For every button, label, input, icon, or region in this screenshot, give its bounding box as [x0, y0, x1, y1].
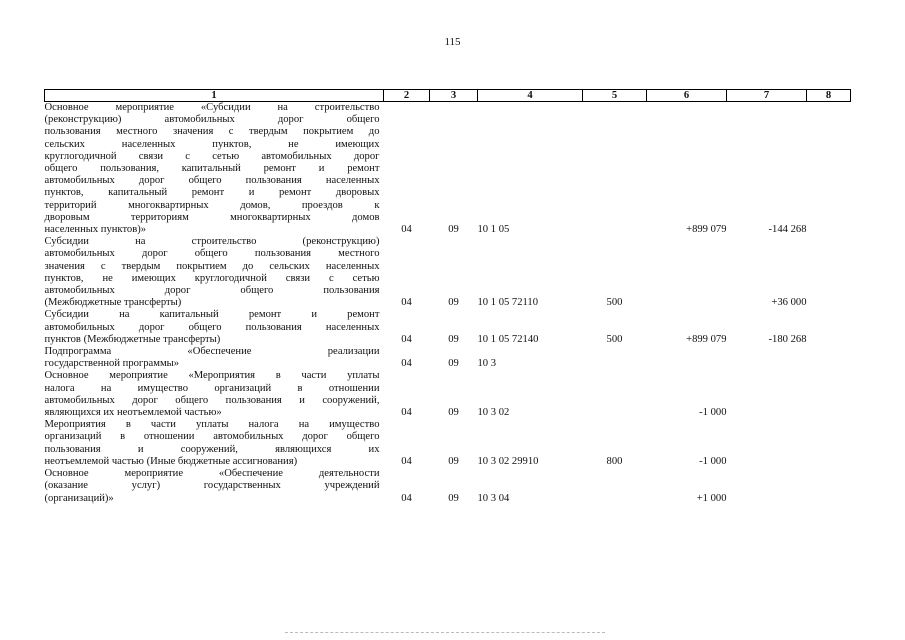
column-header: 4	[478, 90, 583, 102]
row-description	[45, 370, 384, 419]
amount-column-8	[807, 419, 851, 468]
section-code: 04	[401, 297, 412, 309]
subsection-code: 09	[448, 297, 459, 309]
table-row	[45, 419, 851, 468]
description-line: Субсидии на строительство (реконструкцию)	[44, 236, 380, 248]
amount-column-7: +36 000	[771, 297, 807, 309]
subsection-code: 09	[448, 407, 459, 419]
description-line: налога на имущество организаций в отношении	[44, 382, 380, 394]
column-header: 5	[583, 90, 647, 102]
description-line: автомобильных дорог общего пользования населенных	[44, 321, 380, 333]
description-line: Основное мероприятие «Мероприятия в части уплаты	[44, 370, 380, 382]
description-line: государственной программы»	[44, 358, 180, 370]
description-line: круглогодичной связи с сетью автомобильных дорог	[44, 150, 380, 162]
target-article-code: 10 1 05 72110	[477, 297, 539, 309]
description-line: являющихся их неотъемлемой частью»	[44, 407, 222, 419]
amount-column-7	[727, 419, 807, 468]
section-code: 04	[401, 492, 412, 504]
description-line: (организаций)»	[44, 492, 114, 504]
amount-column-6: -1 000	[699, 455, 727, 467]
subsection-code: 09	[448, 224, 459, 236]
section-code: 04	[401, 455, 412, 467]
subsection-code: 09	[448, 492, 459, 504]
description-line: Основное мероприятие «Обеспечение деятельности	[44, 468, 380, 480]
amount-column-8	[807, 236, 851, 309]
amount-column-8	[807, 309, 851, 346]
row-description	[45, 419, 384, 468]
description-line: значения с твердым покрытием до сельских населенных	[44, 260, 380, 272]
amount-column-6: +1 000	[696, 492, 727, 504]
target-article-code: 10 3 04	[477, 492, 510, 504]
row-description	[45, 346, 384, 370]
column-header: 3	[430, 90, 478, 102]
amount-column-8	[807, 346, 851, 370]
amount-column-7	[727, 468, 807, 505]
target-article-code: 10 3 02 29910	[477, 455, 539, 467]
page-edge-divider	[285, 632, 605, 633]
description-line: (Межбюджетные трансферты)	[44, 297, 182, 309]
table-row	[45, 370, 851, 419]
amount-column-7: -180 268	[768, 333, 807, 345]
description-line: организаций в отношении автомобильных дорог общего	[44, 431, 380, 443]
column-header: 7	[727, 90, 807, 102]
target-article-code: 10 1 05	[477, 224, 510, 236]
column-header: 8	[807, 90, 851, 102]
expense-type-code	[583, 346, 647, 370]
table-row	[45, 309, 851, 346]
description-line: территорий многоквартирных домов, проездов к	[44, 199, 380, 211]
expense-type-code	[583, 370, 647, 419]
amount-column-8	[807, 468, 851, 505]
section-code: 04	[401, 358, 412, 370]
amount-column-8	[807, 102, 851, 237]
expense-type-code: 500	[606, 333, 623, 345]
table-row	[45, 468, 851, 505]
target-article-code: 10 3 02	[477, 407, 510, 419]
description-line: автомобильных дорог общего пользования	[44, 285, 380, 297]
amount-column-6	[647, 346, 727, 370]
description-line: Субсидии на капитальный ремонт и ремонт	[44, 309, 380, 321]
amount-column-6	[647, 236, 727, 309]
subsection-code: 09	[448, 455, 459, 467]
target-article-code: 10 1 05 72140	[477, 333, 539, 345]
column-header: 1	[45, 90, 384, 102]
table-row	[45, 346, 851, 370]
description-line: неотъемлемой частью (Иные бюджетные ассигнования)	[44, 455, 298, 467]
description-line: дворовым территориям многоквартирных домов	[44, 211, 380, 223]
expense-type-code	[583, 468, 647, 505]
description-line: Подпрограмма «Обеспечение реализации	[44, 346, 380, 358]
column-header: 6	[647, 90, 727, 102]
description-line: автомобильных дорог общего пользования местного	[44, 248, 380, 260]
row-description	[45, 236, 384, 309]
section-code: 04	[401, 333, 412, 345]
table-header-row	[45, 90, 851, 102]
description-line: пунктов (Межбюджетные трансферты)	[44, 333, 221, 345]
description-line: пунктов, не имеющих круглогодичной связи с сетью	[44, 272, 380, 284]
row-description	[45, 102, 384, 237]
amount-column-7	[727, 370, 807, 419]
table-row	[45, 236, 851, 309]
target-article-code: 10 3	[477, 358, 497, 370]
row-description	[45, 468, 384, 505]
amount-column-6: -1 000	[699, 407, 727, 419]
table-row	[45, 102, 851, 237]
section-code: 04	[401, 224, 412, 236]
expense-type-code	[583, 102, 647, 237]
section-code: 04	[401, 407, 412, 419]
description-line: пользования и сооружений, являющихся их	[44, 443, 380, 455]
description-line: Мероприятия в части уплаты налога на имущество	[44, 419, 380, 431]
subsection-code: 09	[448, 333, 459, 345]
subsection-code: 09	[448, 358, 459, 370]
budget-table	[44, 89, 851, 505]
description-line: общего пользования, капитальный ремонт и ремонт	[44, 163, 380, 175]
description-line: автомобильных дорог общего пользования населенных	[44, 175, 380, 187]
row-description	[45, 309, 384, 346]
expense-type-code: 500	[606, 297, 623, 309]
description-line: автомобильных дорог общего пользования и сооружений,	[44, 394, 380, 406]
amount-column-6: +899 079	[686, 224, 727, 236]
column-header: 2	[384, 90, 430, 102]
page-number: 115	[444, 36, 461, 48]
description-line: сельских населенных пунктов, не имеющих	[44, 138, 380, 150]
description-line: пользования местного значения с твердым покрытием до	[44, 126, 380, 138]
description-line: пунктов, капитальный ремонт и ремонт дворовых	[44, 187, 380, 199]
description-line: Основное мероприятие «Субсидии на строительство	[44, 102, 380, 113]
description-line: населенных пунктов)»	[44, 224, 147, 236]
amount-column-6: +899 079	[686, 333, 727, 345]
amount-column-8	[807, 370, 851, 419]
amount-column-7: -144 268	[768, 224, 807, 236]
table-body	[45, 102, 851, 505]
amount-column-7	[727, 346, 807, 370]
expense-type-code: 800	[606, 455, 623, 467]
description-line: (оказание услуг) государственных учреждений	[44, 480, 380, 492]
description-line: (реконструкцию) автомобильных дорог общего	[44, 114, 380, 126]
